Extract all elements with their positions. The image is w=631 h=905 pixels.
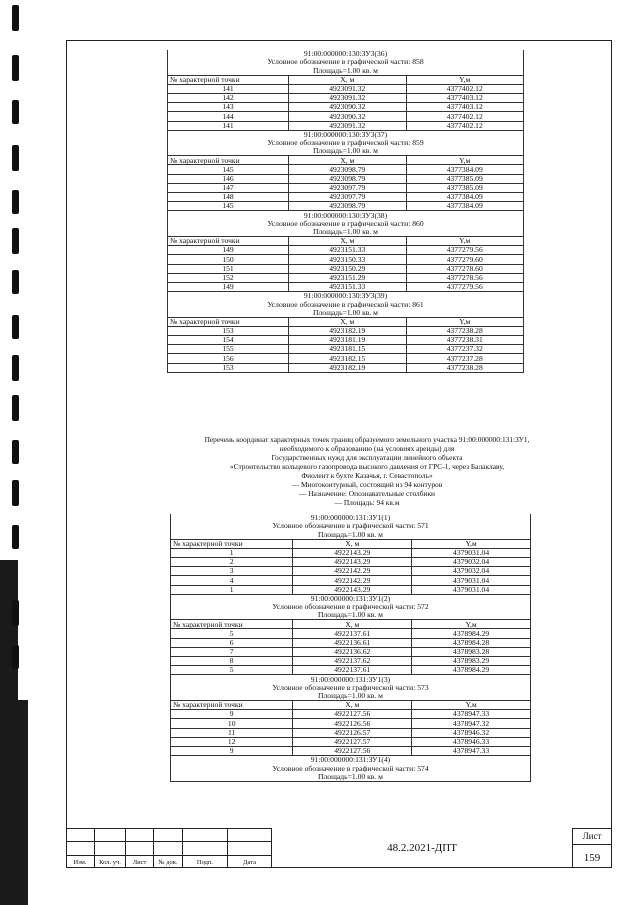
title-block: [66, 828, 612, 868]
y-coordinate: 4379032.04: [412, 557, 531, 566]
section-area: Площадь=1.00 кв. м: [168, 308, 524, 317]
table-row: [168, 255, 524, 264]
column-header: Y,м: [412, 539, 531, 548]
section-caption-row: [171, 692, 531, 701]
table-header-row: [171, 620, 531, 629]
intro-line: — Назначение: Опознавательные столбики: [298, 489, 435, 498]
column-header: № характерной точки: [168, 236, 289, 245]
coordinates-table-zu1: [170, 514, 531, 782]
y-coordinate: 4378984.29: [412, 629, 531, 638]
column-header: X, м: [293, 620, 412, 629]
table-row: [168, 165, 524, 174]
y-coordinate: 4377402.12: [406, 112, 524, 121]
intro-line: Перечень координат характерных точек границ образуемого земельного участка 91:00:000000:131:ЗУ1,: [204, 435, 530, 444]
section-id: 91:00:000000:130:ЗУ3(37): [168, 130, 524, 139]
section-area: Площадь=1.00 кв. м: [168, 147, 524, 156]
y-coordinate: 4377402.12: [406, 84, 524, 93]
binding-hole: [12, 145, 19, 171]
x-coordinate: 4922142.29: [293, 576, 412, 585]
y-coordinate: 4377278.60: [406, 264, 524, 273]
table-header-row: [168, 156, 524, 165]
section-area: Площадь=1.00 кв. м: [171, 692, 531, 701]
table-row: [168, 273, 524, 282]
section-caption-row: [168, 58, 524, 66]
section-caption-row: [171, 675, 531, 684]
table-row: [168, 363, 524, 372]
point-number: 8: [171, 657, 293, 666]
column-header: X, м: [289, 156, 406, 165]
x-coordinate: 4922127.56: [293, 746, 412, 755]
table-row: [168, 93, 524, 102]
point-number: 148: [168, 193, 289, 202]
y-coordinate: 4377278.56: [406, 273, 524, 282]
binding-hole: [12, 355, 19, 381]
point-number: 150: [168, 255, 289, 264]
binding-hole: [12, 270, 19, 294]
y-coordinate: 4377237.32: [406, 345, 524, 354]
section-caption-row: [171, 684, 531, 692]
point-number: 153: [168, 326, 289, 335]
table-row: [171, 647, 531, 656]
table-header-row: [171, 539, 531, 548]
x-coordinate: 4922142.29: [293, 567, 412, 576]
column-header: № характерной точки: [168, 75, 289, 84]
y-coordinate: 4378984.29: [412, 666, 531, 675]
point-number: 9: [171, 710, 293, 719]
x-coordinate: 4923090.32: [289, 112, 406, 121]
y-coordinate: 4377237.28: [406, 354, 524, 363]
intro-line: — Площадь: 94 кв.м: [334, 498, 400, 507]
binding-hole: [12, 315, 19, 339]
section-symbol: Условное обозначение в графической части: 573: [171, 684, 531, 692]
point-number: 153: [168, 363, 289, 372]
section-area: Площадь=1.00 кв. м: [168, 228, 524, 237]
x-coordinate: 4923182.15: [289, 354, 406, 363]
table-row: [168, 103, 524, 112]
x-coordinate: 4923182.19: [289, 326, 406, 335]
section-caption-row: [168, 147, 524, 156]
x-coordinate: 4923091.32: [289, 84, 406, 93]
column-header: Y,м: [406, 75, 524, 84]
table-row: [171, 719, 531, 728]
x-coordinate: 4922127.57: [293, 737, 412, 746]
x-coordinate: 4922126.57: [293, 728, 412, 737]
point-number: 10: [171, 719, 293, 728]
section-symbol: Условное обозначение в графической части: 859: [168, 139, 524, 147]
table-row: [168, 326, 524, 335]
x-coordinate: 4922143.29: [293, 585, 412, 594]
section-caption-row: [168, 228, 524, 237]
section-caption-row: [168, 211, 524, 220]
column-header: Y,м: [412, 700, 531, 709]
table-row: [171, 629, 531, 638]
y-coordinate: 4378984.28: [412, 638, 531, 647]
column-header: № характерной точки: [171, 539, 293, 548]
x-coordinate: 4922136.62: [293, 647, 412, 656]
point-number: 9: [171, 746, 293, 755]
table-row: [168, 354, 524, 363]
table-row: [168, 282, 524, 291]
section-caption-row: [171, 530, 531, 539]
x-coordinate: 4923090.32: [289, 103, 406, 112]
sheet-number: 159: [583, 852, 601, 864]
point-number: 147: [168, 183, 289, 192]
stamp-label-izm: Изм.: [73, 859, 87, 866]
x-coordinate: 4923150.29: [289, 264, 406, 273]
x-coordinate: 4923181.19: [289, 336, 406, 345]
point-number: 1: [171, 548, 293, 557]
x-coordinate: 4922143.29: [293, 548, 412, 557]
column-header: Y,м: [406, 156, 524, 165]
column-header: X, м: [293, 700, 412, 709]
y-coordinate: 4377384.09: [406, 202, 524, 211]
x-coordinate: 4923181.15: [289, 345, 406, 354]
table-row: [168, 202, 524, 211]
section-area: Площадь=1.00 кв. м: [171, 611, 531, 620]
column-header: X, м: [289, 317, 406, 326]
point-number: 144: [168, 112, 289, 121]
intro-line: необходимого к образованию (на условиях аренды) для: [279, 444, 455, 453]
point-number: 152: [168, 273, 289, 282]
section-caption-row: [168, 130, 524, 139]
y-coordinate: 4378983.28: [412, 647, 531, 656]
point-number: 2: [171, 557, 293, 566]
stamp-label-data: Дата: [243, 859, 256, 866]
binding-hole: [12, 55, 19, 81]
section-symbol: Условное обозначение в графической части: 858: [168, 58, 524, 66]
binding-hole: [12, 480, 19, 506]
y-coordinate: 4378983.29: [412, 657, 531, 666]
y-coordinate: 4377385.09: [406, 174, 524, 183]
x-coordinate: 4922137.61: [293, 666, 412, 675]
column-header: № характерной точки: [171, 620, 293, 629]
document-code: 48.2.2021-ДПТ: [387, 842, 457, 854]
stamp-label-doc: № док.: [158, 859, 178, 866]
y-coordinate: 4378947.33: [412, 746, 531, 755]
y-coordinate: 4378947.33: [412, 710, 531, 719]
table-header-row: [168, 317, 524, 326]
table-row: [168, 183, 524, 192]
y-coordinate: 4377238.28: [406, 363, 524, 372]
column-header: № характерной точки: [168, 317, 289, 326]
intro-line: Фиолент к бухте Казачья, г. Севастополь»: [301, 471, 433, 480]
column-header: Y,м: [406, 236, 524, 245]
y-coordinate: 4377403.12: [406, 93, 524, 102]
point-number: 5: [171, 629, 293, 638]
section-id: 91:00:000000:131:ЗУ1(4): [171, 756, 531, 765]
y-coordinate: 4377384.09: [406, 165, 524, 174]
point-number: 149: [168, 246, 289, 255]
point-number: 7: [171, 647, 293, 656]
x-coordinate: 4923091.32: [289, 93, 406, 102]
binding-hole: [12, 525, 19, 549]
table-row: [171, 557, 531, 566]
y-coordinate: 4377279.56: [406, 282, 524, 291]
point-number: 3: [171, 567, 293, 576]
table-row: [171, 567, 531, 576]
table-row: [168, 174, 524, 183]
coordinates-table-zu3: [167, 50, 524, 373]
point-number: 12: [171, 737, 293, 746]
x-coordinate: 4922137.61: [293, 629, 412, 638]
point-number: 145: [168, 165, 289, 174]
table-header-row: [168, 236, 524, 245]
section-caption-row: [168, 139, 524, 147]
y-coordinate: 4377279.60: [406, 255, 524, 264]
stamp-label-podp: Подп.: [196, 859, 214, 866]
y-coordinate: 4377402.12: [406, 121, 524, 130]
section-caption-row: [168, 300, 524, 308]
column-header: № характерной точки: [171, 700, 293, 709]
point-number: 145: [168, 202, 289, 211]
section-area: Площадь=1.00 кв. м: [168, 66, 524, 75]
x-coordinate: 4922126.56: [293, 719, 412, 728]
table-row: [168, 336, 524, 345]
section-caption-row: [168, 292, 524, 301]
point-number: 5: [171, 666, 293, 675]
intro-line: Государственных нужд для эксплуатации линейного объекта: [271, 453, 463, 462]
section-caption-row: [171, 603, 531, 611]
y-coordinate: 4378946.33: [412, 737, 531, 746]
table-row: [171, 638, 531, 647]
y-coordinate: 4377384.09: [406, 193, 524, 202]
table-row: [168, 121, 524, 130]
x-coordinate: 4923151.29: [289, 273, 406, 282]
point-number: 154: [168, 336, 289, 345]
table-row: [171, 710, 531, 719]
table-row: [168, 264, 524, 273]
scan-shadow: [0, 700, 28, 905]
table-row: [171, 728, 531, 737]
section-caption-row: [171, 594, 531, 603]
binding-hole: [12, 645, 19, 669]
x-coordinate: 4923098.79: [289, 202, 406, 211]
sheet-label: Лист: [582, 831, 602, 841]
x-coordinate: 4923182.19: [289, 363, 406, 372]
section-caption-row: [171, 772, 531, 781]
x-coordinate: 4923098.79: [289, 174, 406, 183]
point-number: 142: [168, 93, 289, 102]
x-coordinate: 4923151.33: [289, 282, 406, 291]
section-area: Площадь=1.00 кв. м: [171, 530, 531, 539]
binding-hole: [12, 395, 19, 421]
column-header: Y,м: [406, 317, 524, 326]
binding-hole: [12, 190, 19, 214]
section-caption-row: [171, 522, 531, 530]
x-coordinate: 4923098.79: [289, 165, 406, 174]
section-id: 91:00:000000:130:ЗУ3(38): [168, 211, 524, 220]
section-caption-row: [171, 764, 531, 772]
y-coordinate: 4379032.04: [412, 567, 531, 576]
point-number: 4: [171, 576, 293, 585]
section-caption-row: [171, 756, 531, 765]
point-number: 155: [168, 345, 289, 354]
table-header-row: [171, 700, 531, 709]
section-symbol: Условное обозначение в графической части: 572: [171, 603, 531, 611]
point-number: 156: [168, 354, 289, 363]
intro-line: — Многоконтурный, состоящий из 94 контуров: [291, 480, 443, 489]
column-header: X, м: [289, 75, 406, 84]
y-coordinate: 4377279.56: [406, 246, 524, 255]
section-id: 91:00:000000:130:ЗУ3(36): [168, 50, 524, 58]
table-row: [171, 548, 531, 557]
x-coordinate: 4923150.33: [289, 255, 406, 264]
binding-edge: [0, 0, 60, 905]
binding-hole: [12, 228, 19, 254]
y-coordinate: 4379031.04: [412, 548, 531, 557]
table-row: [171, 576, 531, 585]
x-coordinate: 4922136.61: [293, 638, 412, 647]
table-row: [171, 737, 531, 746]
point-number: 141: [168, 121, 289, 130]
binding-hole: [12, 100, 19, 124]
y-coordinate: 4379031.04: [412, 576, 531, 585]
column-header: X, м: [293, 539, 412, 548]
section-caption-row: [171, 611, 531, 620]
table-row: [168, 345, 524, 354]
x-coordinate: 4923097.79: [289, 193, 406, 202]
section-id: 91:00:000000:130:ЗУ3(39): [168, 292, 524, 301]
point-number: 143: [168, 103, 289, 112]
section-caption-row: [168, 308, 524, 317]
stamp-label-list: Лист: [132, 859, 147, 866]
y-coordinate: 4378946.32: [412, 728, 531, 737]
section-symbol: Условное обозначение в графической части: 861: [168, 300, 524, 308]
y-coordinate: 4377403.12: [406, 103, 524, 112]
table-row: [168, 84, 524, 93]
y-coordinate: 4379031.04: [412, 585, 531, 594]
section-symbol: Условное обозначение в графической части: 574: [171, 764, 531, 772]
point-number: 149: [168, 282, 289, 291]
x-coordinate: 4922137.62: [293, 657, 412, 666]
table-row: [171, 585, 531, 594]
x-coordinate: 4923151.33: [289, 246, 406, 255]
x-coordinate: 4922127.56: [293, 710, 412, 719]
table-row: [171, 746, 531, 755]
binding-hole: [12, 600, 19, 626]
stamp-label-kol-uch: Кол. уч.: [99, 859, 121, 866]
table-row: [168, 246, 524, 255]
point-number: 6: [171, 638, 293, 647]
table-header-row: [168, 75, 524, 84]
column-header: № характерной точки: [168, 156, 289, 165]
point-number: 141: [168, 84, 289, 93]
point-number: 1: [171, 585, 293, 594]
table-row: [168, 193, 524, 202]
section-caption-row: [168, 220, 524, 228]
section-id: 91:00:000000:131:ЗУ1(2): [171, 594, 531, 603]
intro-text: [168, 435, 566, 507]
section-symbol: Условное обозначение в графической части: 571: [171, 522, 531, 530]
x-coordinate: 4923097.79: [289, 183, 406, 192]
section-caption-row: [168, 50, 524, 58]
section-caption-row: [168, 66, 524, 75]
column-header: X, м: [289, 236, 406, 245]
y-coordinate: 4377238.31: [406, 336, 524, 345]
section-area: Площадь=1.00 кв. м: [171, 772, 531, 781]
y-coordinate: 4378947.32: [412, 719, 531, 728]
y-coordinate: 4377238.28: [406, 326, 524, 335]
section-caption-row: [171, 514, 531, 522]
section-id: 91:00:000000:131:ЗУ1(1): [171, 514, 531, 522]
x-coordinate: 4923091.32: [289, 121, 406, 130]
point-number: 146: [168, 174, 289, 183]
y-coordinate: 4377385.09: [406, 183, 524, 192]
table-row: [168, 112, 524, 121]
section-symbol: Условное обозначение в графической части: 860: [168, 220, 524, 228]
binding-hole: [12, 5, 19, 31]
section-id: 91:00:000000:131:ЗУ1(3): [171, 675, 531, 684]
point-number: 151: [168, 264, 289, 273]
point-number: 11: [171, 728, 293, 737]
column-header: Y,м: [412, 620, 531, 629]
binding-hole: [12, 440, 19, 464]
x-coordinate: 4922143.29: [293, 557, 412, 566]
table-row: [171, 666, 531, 675]
table-row: [171, 657, 531, 666]
intro-line: «Строительство кольцевого газопровода высокого давления от ГРС-1, через Балаклаву,: [229, 462, 505, 471]
